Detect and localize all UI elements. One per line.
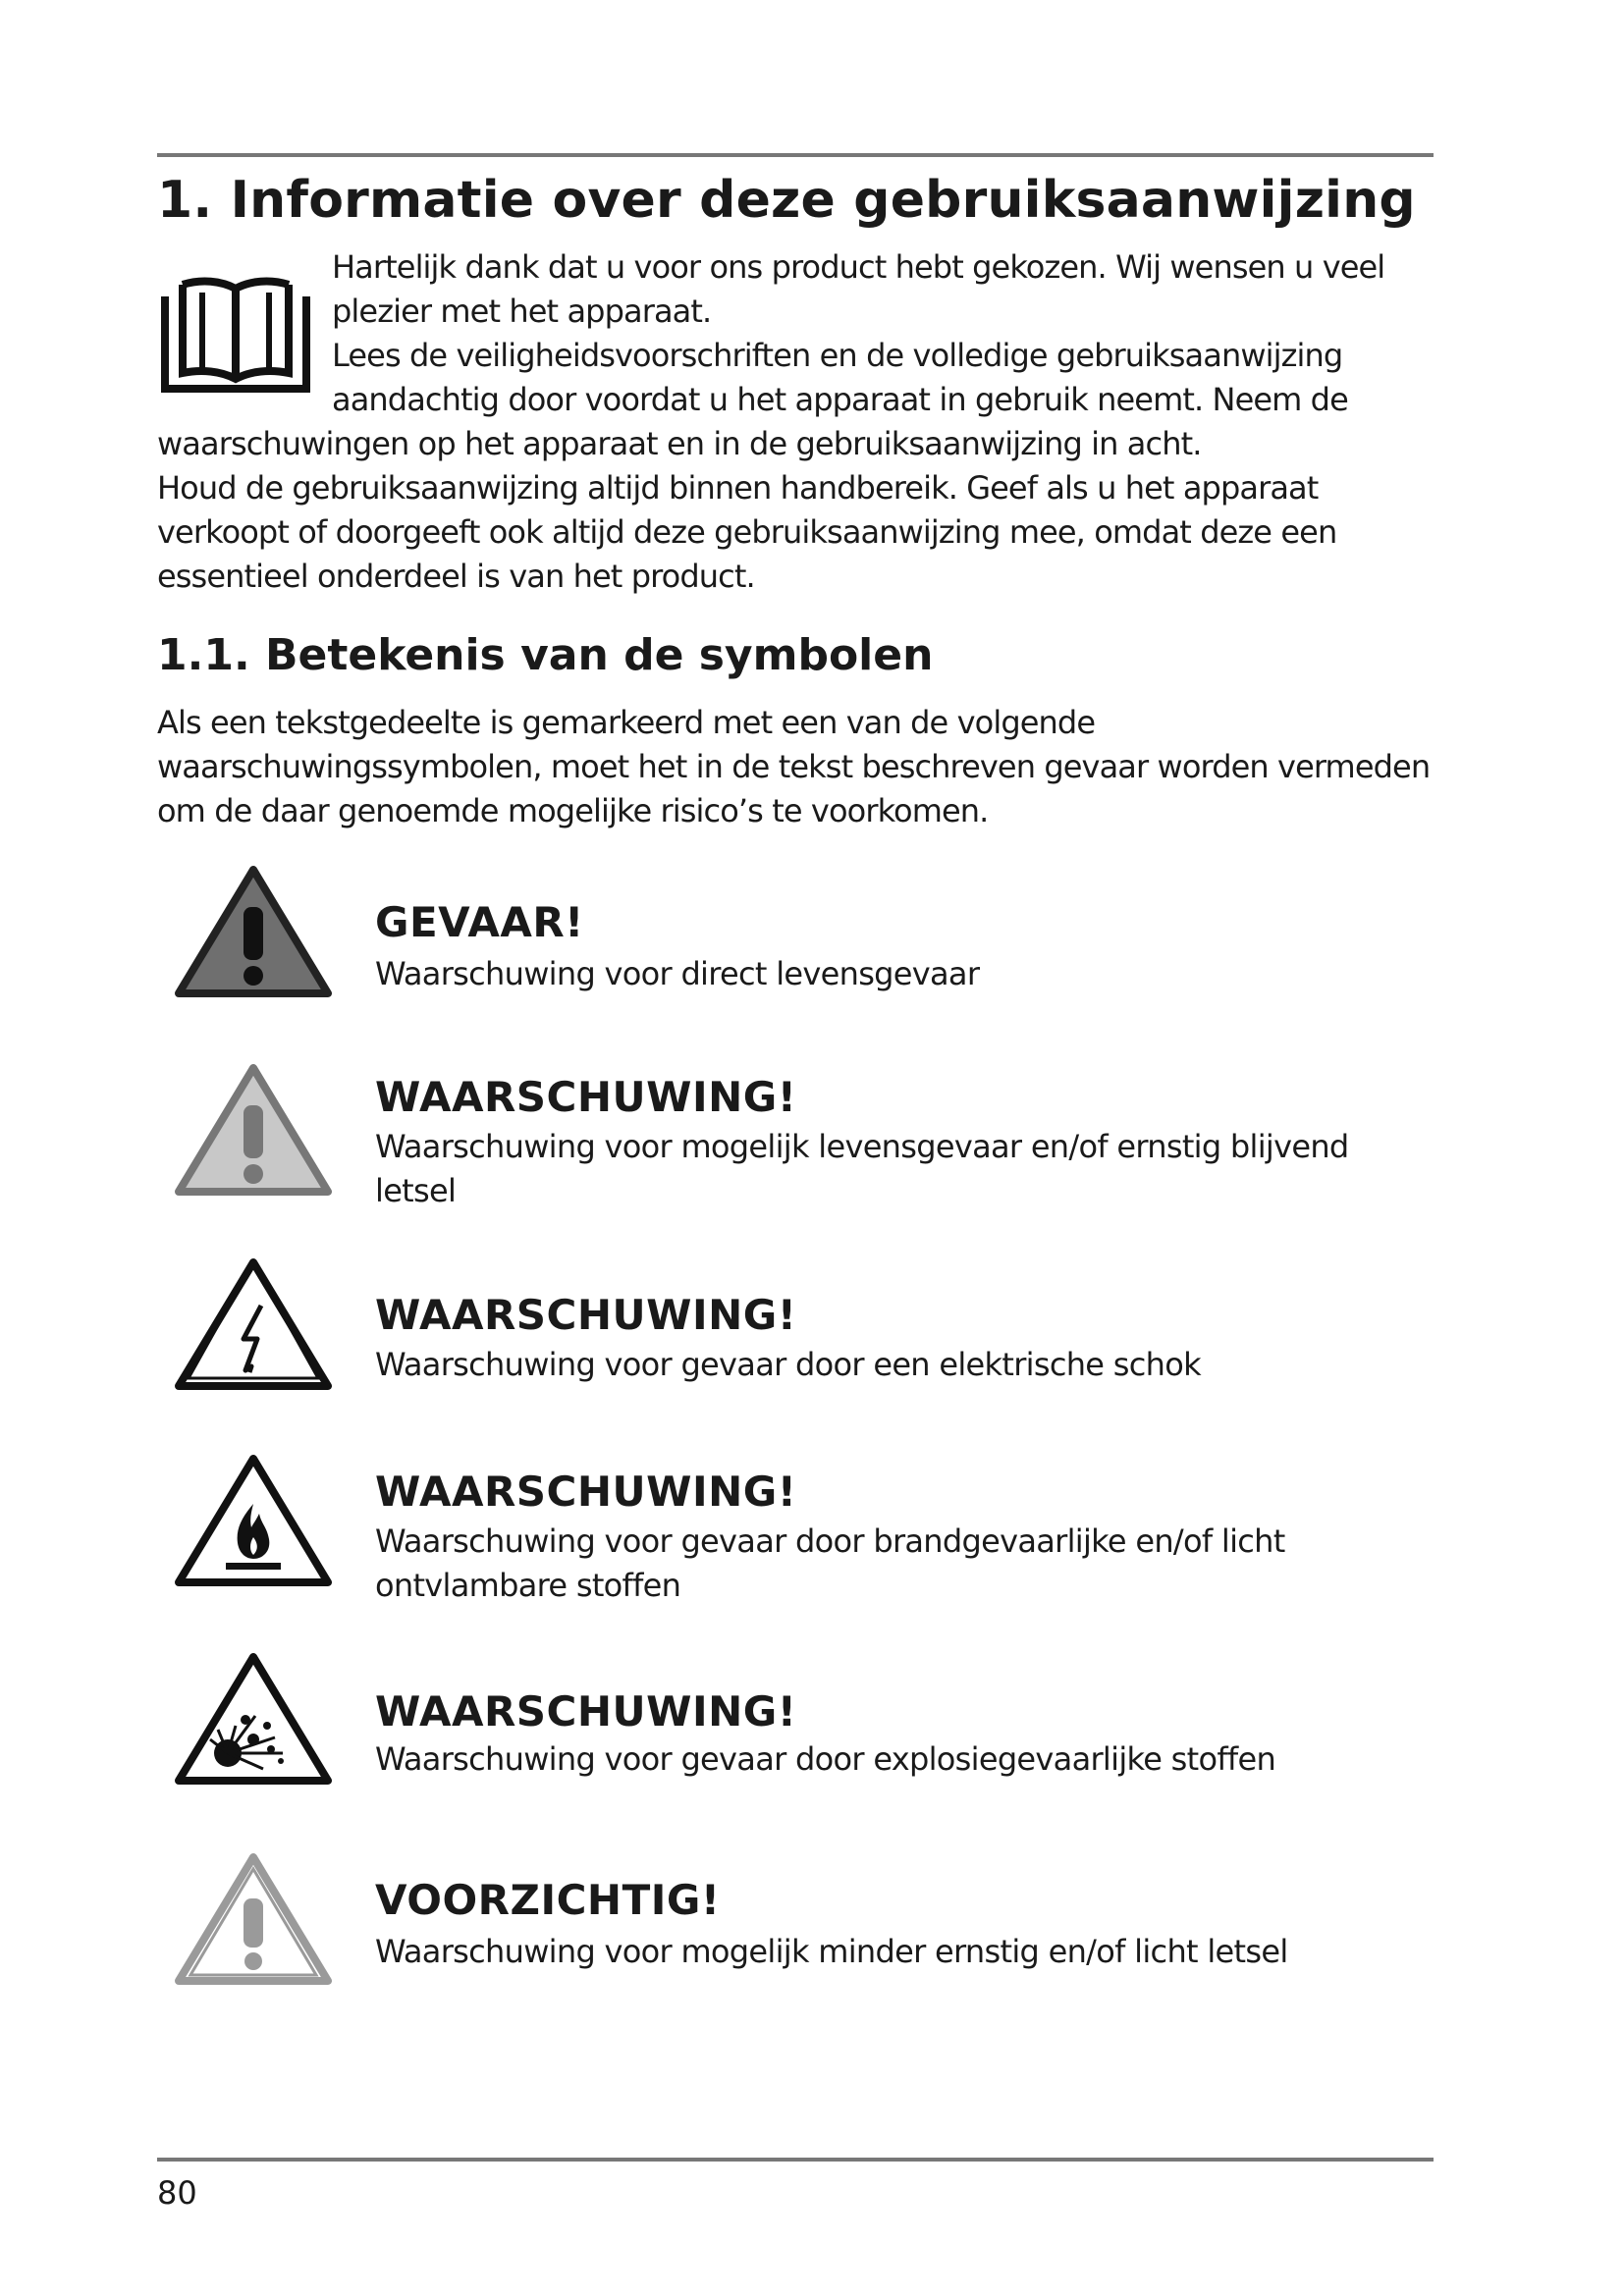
heading-main: 1. Informatie over deze gebruiksaanwijzing bbox=[157, 171, 1416, 230]
bottom-rule bbox=[157, 2158, 1434, 2162]
symbol-description: Waarschuwing voor gevaar door brandgevaarlijke en/of licht ontvlambare stoffen bbox=[375, 1522, 1285, 1604]
caution-icon bbox=[173, 1851, 334, 1987]
symbol-description: Waarschuwing voor mogelijk minder ernstig en/of licht letsel bbox=[375, 1933, 1288, 1970]
explosive-icon bbox=[173, 1651, 334, 1787]
symbol-title: WAARSCHUWING! bbox=[375, 1291, 797, 1339]
intro-paragraph-3: Houd de gebruiksaanwijzing altijd binnen handbereik. Geef als u het apparaat verkoopt of doorgeeft ook altijd deze gebruiksaanwijzing mee, omdat deze een essentieel onderdeel is van het product. bbox=[157, 469, 1337, 595]
symbol-title: WAARSCHUWING! bbox=[375, 1073, 797, 1121]
intro-paragraph-2-continued: waarschuwingen op het apparaat en in de gebruiksaanwijzing in acht. bbox=[157, 425, 1202, 462]
heading-symbols: 1.1. Betekenis van de symbolen bbox=[157, 630, 934, 680]
symbol-description: Waarschuwing voor gevaar door explosiegevaarlijke stoffen bbox=[375, 1740, 1276, 1778]
flammable-icon bbox=[173, 1453, 334, 1588]
symbol-description: Waarschuwing voor mogelijk levensgevaar en/of ernstig blijvend letsel bbox=[375, 1128, 1349, 1209]
page-number: 80 bbox=[157, 2174, 197, 2212]
symbols-intro-text: Als een tekstgedeelte is gemarkeerd met een van de volgende waarschuwingssymbolen, moet het in de tekst beschreven gevaar worden vermeden om de daar genoemde mogelijke risico’s te voorkomen. bbox=[157, 704, 1431, 829]
intro-paragraph-2: Lees de veiligheidsvoorschriften en de volledige gebruiksaanwijzing aandachtig door voordat u het apparaat in gebruik neemt. Neem de bbox=[332, 337, 1348, 418]
symbol-title: WAARSCHUWING! bbox=[375, 1468, 797, 1516]
symbol-title: WAARSCHUWING! bbox=[375, 1687, 797, 1735]
warning-exclamation-icon bbox=[173, 1062, 334, 1198]
danger-warning-icon bbox=[173, 864, 334, 999]
electric-shock-icon bbox=[173, 1256, 334, 1392]
symbol-description: Waarschuwing voor direct levensgevaar bbox=[375, 955, 980, 992]
symbol-title: VOORZICHTIG! bbox=[375, 1876, 721, 1924]
top-rule bbox=[157, 153, 1434, 157]
intro-paragraph-1: Hartelijk dank dat u voor ons product hebt gekozen. Wij wensen u veel plezier met het apparaat. bbox=[332, 248, 1385, 330]
symbol-title: GEVAAR! bbox=[375, 898, 584, 946]
symbol-description: Waarschuwing voor gevaar door een elektrische schok bbox=[375, 1346, 1201, 1383]
book-icon bbox=[157, 263, 314, 400]
